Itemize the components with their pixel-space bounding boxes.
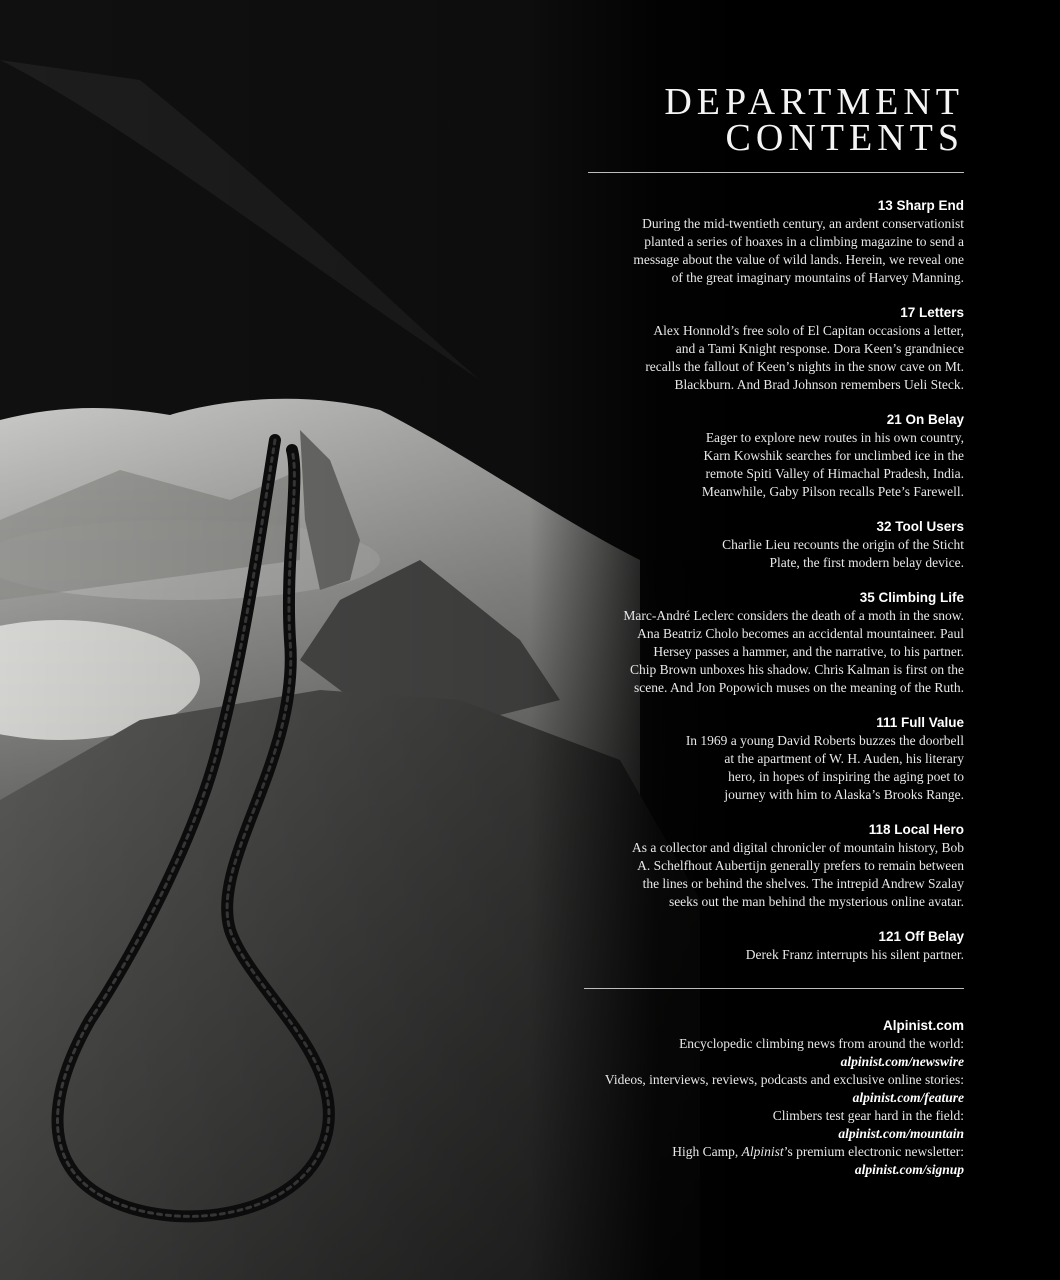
description-line: Plate, the first modern belay device.	[769, 555, 964, 570]
entry-heading: 21 On Belay	[886, 412, 964, 427]
description-line: Chip Brown unboxes his shadow. Chris Kalman is first on the	[630, 662, 964, 677]
description-line: Hersey passes a hammer, and the narrative, to his partner.	[653, 644, 964, 659]
entry-heading: 13 Sharp End	[877, 198, 964, 213]
description-line: Blackburn. And Brad Johnson remembers Ueli Steck.	[674, 377, 964, 392]
entry-heading: 121 Off Belay	[878, 929, 964, 944]
website-section	[544, 1017, 964, 1179]
description-line: recalls the fallout of Keen’s nights in the snow cave on Mt.	[645, 359, 964, 374]
page-title	[544, 81, 964, 159]
entry-description	[544, 732, 964, 804]
entry-heading: 17 Letters	[900, 305, 964, 320]
divider	[584, 988, 964, 989]
title-line: DEPARTMENT	[664, 81, 964, 123]
entry-heading: 35 Climbing Life	[859, 590, 964, 605]
description-line: Charlie Lieu recounts the origin of the Sticht	[722, 537, 964, 552]
website-heading: Alpinist.com	[882, 1018, 964, 1033]
description-line: Derek Franz interrupts his silent partner.	[745, 947, 964, 962]
description-line: Ana Beatriz Cholo becomes an accidental mountaineer. Paul	[637, 626, 964, 641]
newsletter-prefix: High Camp,	[672, 1144, 742, 1159]
contents-entry	[544, 411, 964, 501]
description-line: During the mid-twentieth century, an ardent conservationist	[642, 216, 964, 231]
contents-entry	[544, 518, 964, 572]
description-line: remote Spiti Valley of Himachal Pradesh, India.	[705, 466, 964, 481]
entry-heading: 118 Local Hero	[868, 822, 964, 837]
contents-entry	[544, 589, 964, 697]
entry-description	[544, 607, 964, 697]
entry-description	[544, 946, 964, 964]
website-link-newswire[interactable]: alpinist.com/newswire	[840, 1054, 964, 1069]
website-description: Climbers test gear hard in the field:	[772, 1108, 964, 1123]
description-line: Meanwhile, Gaby Pilson recalls Pete’s Farewell.	[701, 484, 964, 499]
description-line: In 1969 a young David Roberts buzzes the doorbell	[685, 733, 964, 748]
description-line: hero, in hopes of inspiring the aging poet to	[728, 769, 964, 784]
entry-description	[544, 536, 964, 572]
entry-description	[544, 322, 964, 394]
description-line: at the apartment of W. H. Auden, his literary	[724, 751, 964, 766]
newsletter-suffix: ’s premium electronic newsletter:	[783, 1144, 964, 1159]
description-line: Karn Kowshik searches for unclimbed ice in the	[703, 448, 964, 463]
website-description	[544, 1143, 964, 1161]
divider	[588, 172, 964, 173]
description-line: As a collector and digital chronicler of mountain history, Bob	[631, 840, 964, 855]
contents-entry	[544, 928, 964, 964]
entry-description	[544, 215, 964, 287]
entry-description	[544, 429, 964, 501]
website-description: Videos, interviews, reviews, podcasts and exclusive online stories:	[604, 1072, 964, 1087]
description-line: scene. And Jon Popowich muses on the meaning of the Ruth.	[634, 680, 964, 695]
contents-entry	[544, 197, 964, 287]
description-line: Marc-André Leclerc considers the death of a moth in the snow.	[623, 608, 964, 623]
entry-heading: 32 Tool Users	[876, 519, 964, 534]
description-line: planted a series of hoaxes in a climbing magazine to send a	[644, 234, 964, 249]
description-line: journey with him to Alaska’s Brooks Range.	[724, 787, 964, 802]
website-link-signup[interactable]: alpinist.com/signup	[854, 1162, 964, 1177]
website-description: Encyclopedic climbing news from around the world:	[679, 1036, 964, 1051]
description-line: Eager to explore new routes in his own country,	[705, 430, 964, 445]
website-link-feature[interactable]: alpinist.com/feature	[852, 1090, 964, 1105]
contents-entry	[544, 821, 964, 911]
contents-column	[544, 81, 964, 1179]
description-line: the lines or behind the shelves. The intrepid Andrew Szalay	[642, 876, 964, 891]
title-line: CONTENTS	[725, 117, 964, 159]
entry-heading: 111 Full Value	[876, 715, 964, 730]
contents-entry	[544, 304, 964, 394]
entry-description	[544, 839, 964, 911]
description-line: seeks out the man behind the mysterious online avatar.	[668, 894, 964, 909]
description-line: and a Tami Knight response. Dora Keen’s grandniece	[675, 341, 964, 356]
description-line: Alex Honnold’s free solo of El Capitan occasions a letter,	[653, 323, 964, 338]
description-line: message about the value of wild lands. Herein, we reveal one	[633, 252, 964, 267]
magazine-name: Alpinist	[741, 1144, 784, 1159]
description-line: of the great imaginary mountains of Harvey Manning.	[671, 270, 964, 285]
contents-entry	[544, 714, 964, 804]
website-link-mountain[interactable]: alpinist.com/mountain	[838, 1126, 964, 1141]
description-line: A. Schelfhout Aubertijn generally prefers to remain between	[637, 858, 964, 873]
entry-list	[544, 197, 964, 964]
